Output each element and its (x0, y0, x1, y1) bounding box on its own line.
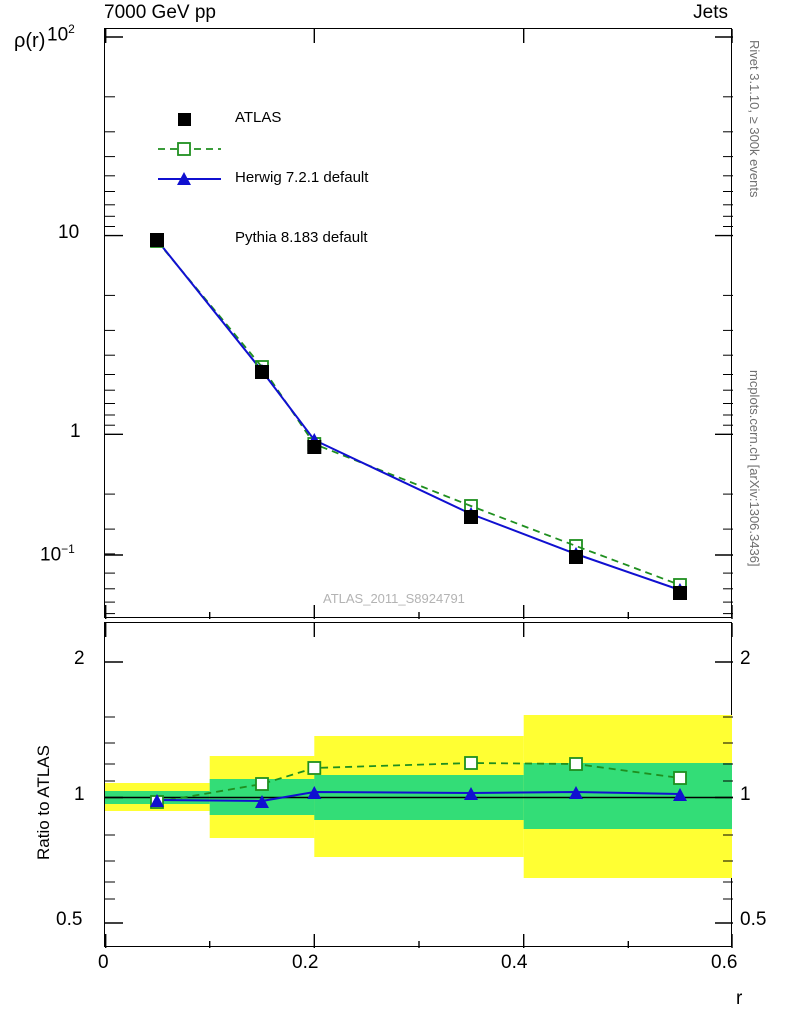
legend-label-atlas: ATLAS (235, 109, 282, 126)
header-left: 7000 GeV pp (104, 2, 216, 23)
xtick-0: 0 (98, 952, 109, 973)
ratio-ylabel: Ratio to ATLAS (34, 745, 53, 860)
legend-label-herwig: Herwig 7.2.1 default (235, 169, 369, 186)
arxiv-annotation: mcplots.cern.ch [arXiv:1306.3436] (747, 370, 762, 567)
ratio-ytick-05-right: 0.5 (740, 909, 767, 930)
ratio-ytick-2-right: 2 (740, 648, 751, 669)
legend-marker-atlas (155, 104, 225, 134)
main-ylabel: ρ(r) (14, 30, 46, 52)
xtick-02: 0.2 (292, 952, 319, 973)
markers-pythia-main (150, 233, 687, 596)
series-herwig-main (157, 241, 680, 585)
xlabel: r (736, 988, 743, 1009)
main-plot-panel (104, 28, 732, 618)
markers-atlas-main (150, 233, 687, 600)
legend-marker-pythia (155, 164, 225, 194)
legend-marker-herwig (155, 134, 225, 164)
markers-herwig-main (151, 235, 686, 591)
main-ytick-0p1: $10^{-1}$ (40, 542, 75, 566)
rivet-annotation: Rivet 3.1.10, ≥ 300k events (747, 40, 762, 198)
xtick-06: 0.6 (711, 952, 738, 973)
dataset-watermark: ATLAS_2011_S8924791 (323, 591, 465, 606)
legend-label-pythia: Pythia 8.183 default (235, 229, 368, 246)
main-ytick-10: 10 (58, 222, 80, 243)
series-pythia-main (157, 240, 680, 590)
ratio-plot-panel (104, 622, 732, 947)
ratio-ytick-1-left: 1 (74, 784, 85, 805)
main-ytick-100: $10^2$ (47, 22, 75, 46)
ratio-ytick-2-left: 2 (74, 648, 85, 669)
ratio-ytick-1-right: 1 (740, 784, 751, 805)
ratio-plot-svg (105, 623, 733, 948)
ratio-ytick-05-left: 0.5 (56, 909, 83, 930)
xtick-04: 0.4 (501, 952, 528, 973)
header-right: Jets (693, 2, 728, 23)
main-ytick-1: 1 (70, 421, 81, 442)
